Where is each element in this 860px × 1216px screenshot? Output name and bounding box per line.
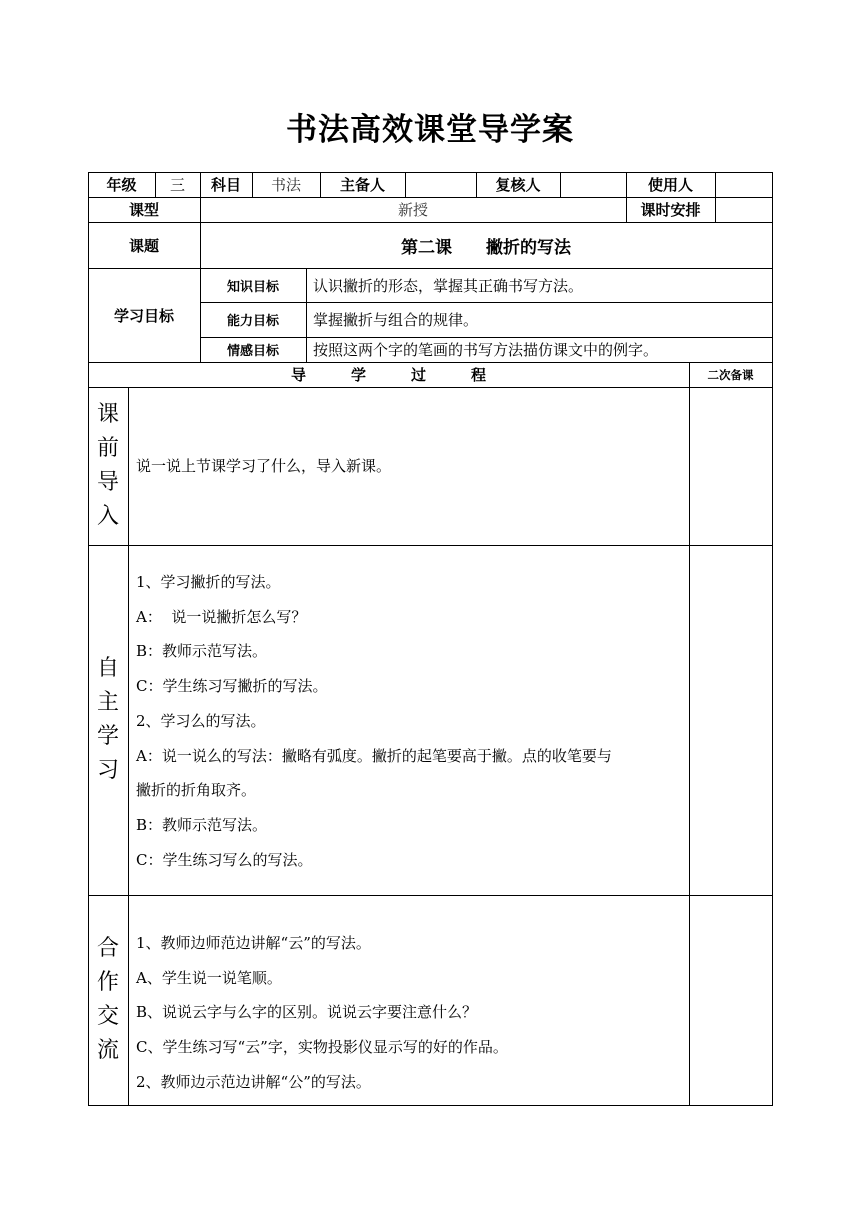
goal-emotion-text: 按照这两个字的笔画的书写方法描仿课文中的例字。: [313, 341, 659, 359]
topic-label: 课题: [128, 236, 159, 255]
user-value: [715, 172, 772, 197]
content-line: C：学生练习写撇折的写法。: [136, 677, 328, 696]
content-line: C、学生练习写“云”字，实物投影仪显示写的好的作品。: [136, 1038, 508, 1057]
content-line: C：学生练习写么的写法。: [136, 850, 313, 869]
user-label: 使用人: [647, 176, 693, 194]
page-title: 书法高效课堂导学案: [286, 112, 574, 148]
section-self-study-label: 自 主 学 习: [96, 656, 119, 783]
preparer-label: 主备人: [339, 176, 385, 194]
schedule-label: 课时安排: [640, 201, 701, 219]
content-line: B：教师示范写法。: [136, 642, 268, 661]
grade-label: 年级: [106, 176, 137, 194]
goal-knowledge-label: 知识目标: [226, 279, 279, 295]
content-line: A：说一说么的写法：撇略有弧度。撇折的起笔要高于撇。点的收笔要与: [136, 746, 612, 765]
grade-value: 三: [169, 176, 185, 194]
content-line: 撇折的折角取齐。: [136, 781, 257, 800]
content-line: B：教师示范写法。: [136, 815, 268, 834]
reviewer-value: [560, 172, 626, 197]
content-line: 1、教师边师范边讲解“云”的写法。: [136, 934, 371, 952]
lesson-type-value: 新授: [397, 201, 428, 219]
content-line: 2、学习么的写法。: [136, 711, 266, 730]
content-line: B、说说云字与么字的区别。说说云字要注意什么？: [136, 1003, 478, 1022]
content-line: 1、学习撇折的写法。: [136, 573, 281, 591]
subject-label: 科目: [210, 176, 241, 194]
goal-knowledge-text: 认识撇折的形态，掌握其正确书写方法。: [313, 276, 584, 295]
reviewer-label: 复核人: [495, 176, 541, 194]
goal-ability-text: 掌握撇折与组合的规律。: [313, 311, 479, 329]
goal-emotion-label: 情感目标: [226, 344, 279, 359]
section-cooperation-label: 合 作 交 流: [96, 936, 119, 1063]
goals-label: 学习目标: [113, 306, 174, 325]
content-line: 说一说上节课学习了什么，导入新课。: [136, 457, 392, 475]
content-line: A： 说一说撇折怎么写？: [136, 607, 307, 626]
content-line: 2、教师边示范边讲解“公”的写法。: [136, 1072, 371, 1091]
section-cooperation-content: [128, 926, 689, 1100]
subject-value: 书法: [270, 176, 301, 194]
second-prep-header: 二次备课: [707, 367, 754, 382]
lesson-type-label: 课型: [128, 201, 159, 219]
section-pre-class-label: 课 前 导 入: [96, 402, 119, 529]
section-self-study-content: [128, 565, 689, 877]
content-line: A、学生说一说笔顺。: [136, 968, 282, 987]
goal-ability-label: 能力目标: [226, 314, 279, 329]
schedule-value: [715, 197, 772, 222]
section-pre-class-content: [128, 449, 689, 484]
topic-value: 第二课 撇折的写法: [401, 237, 571, 258]
process-header: 导 学 过 程: [290, 366, 486, 384]
preparer-value: [405, 172, 476, 197]
